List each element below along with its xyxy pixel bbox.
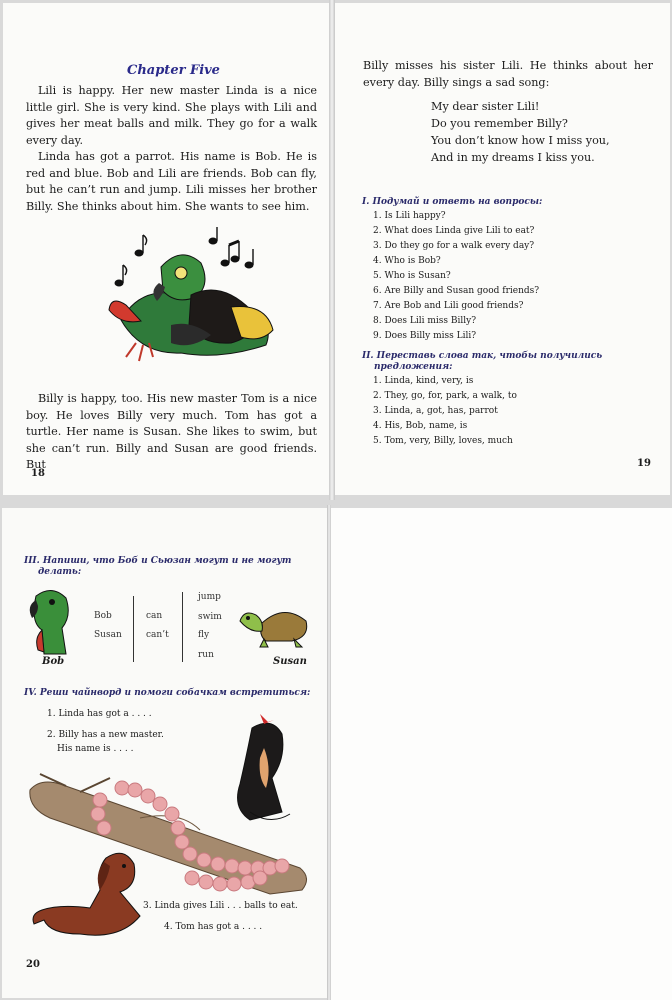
story-paragraph: Billy is happy, too. His new master Tom is a nice boy. He loves Billy very much. Tom has got a turtle. Her name is Susan. She likes to swim, but she can’t run. Billy and Susan are good friends. But (26, 392, 317, 471)
question-item: 3. Do they go for a walk every day? (373, 241, 535, 251)
parrot-and-dog-illustration (101, 225, 279, 370)
chainword-clue: 3. Linda gives Lili . . . balls to eat. (143, 901, 298, 911)
question-item: 6. Are Billy and Susan good friends? (373, 286, 540, 296)
story-paragraph: Lili is happy. Her new master Linda is a nice little girl. She is very kind. She plays with Lili and gives her meat balls and milk. They go for a walk every day. (26, 84, 317, 147)
turtle-susan-icon (236, 603, 312, 649)
table-divider (182, 592, 183, 662)
question-item: 4. Who is Bob? (373, 256, 441, 266)
table-modal: can’t (146, 630, 169, 640)
scramble-item: 1. Linda, kind, very, is (373, 376, 474, 386)
question-item: 9. Does Billy miss Lili? (373, 331, 477, 341)
table-modal: can (146, 611, 163, 621)
chainword-illustration (20, 708, 322, 978)
chainword-clue: 4. Tom has got a . . . . (164, 922, 263, 932)
story-block-2 (26, 391, 317, 474)
page-20 (2, 508, 327, 998)
page-19 (335, 3, 670, 495)
chainword-clue: His name is . . . . (57, 744, 134, 754)
exercise-3-title (24, 556, 291, 578)
table-name: Susan (94, 630, 122, 640)
dog-lili-icon (238, 714, 290, 820)
page-number: 19 (637, 458, 651, 469)
story-paragraph: Linda has got a parrot. His name is Bob. He is red and blue. Bob and Lili are friends. Bob can fly, but he can’t run and jump. Lili misses her brother Billy. She thinks about him. She wants to see him. (26, 150, 317, 213)
scramble-item: 5. Tom, very, Billy, loves, much (373, 436, 513, 446)
page-18 (3, 3, 329, 495)
table-divider (133, 596, 134, 662)
label-susan: Susan (273, 656, 307, 667)
exercise-1-title: I. Подумай и ответь на вопросы: (362, 197, 543, 207)
song-line: And in my dreams I kiss you. (431, 151, 595, 164)
sad-song (431, 98, 610, 166)
question-item: 1. Is Lili happy? (373, 211, 446, 221)
question-item: 8. Does Lili miss Billy? (373, 316, 477, 326)
dog-billy-icon (33, 853, 140, 935)
story-block-1 (26, 83, 317, 215)
label-bob: Bob (42, 656, 65, 667)
exercise-2-title (362, 351, 602, 373)
question-item: 5. Who is Susan? (373, 271, 451, 281)
page-21-blank (331, 508, 672, 1000)
table-verb: run (198, 650, 214, 660)
exercise-2-title-line: предложения: (374, 362, 453, 372)
page-number: 20 (26, 959, 40, 970)
exercise-1-questions (373, 209, 539, 344)
question-item: 7. Are Bob and Lili good friends? (373, 301, 524, 311)
exercise-2-items (373, 374, 517, 449)
page-number: 18 (31, 468, 45, 479)
scramble-item: 3. Linda, a, got, has, parrot (373, 406, 498, 416)
chapter-title: Chapter Five (127, 63, 220, 78)
exercise-4-title: IV. Реши чайнворд и помоги собачкам встретиться: (24, 688, 311, 698)
song-line: My dear sister Lili! (431, 100, 540, 113)
table-verb: jump (198, 592, 221, 602)
story-paragraph: Billy misses his sister Lili. He thinks about her every day. Billy sings a sad song: (363, 59, 653, 89)
scramble-item: 4. His, Bob, name, is (373, 421, 468, 431)
table-verb: swim (198, 612, 222, 622)
exercise-3-title-line: делать: (38, 567, 82, 577)
exercise-2-title-line: II. Переставь слова так, чтобы получились (362, 351, 603, 361)
parrot-bob-icon (22, 586, 78, 656)
song-line: You don’t know how I miss you, (431, 134, 610, 147)
song-line: Do you remember Billy? (431, 117, 568, 130)
chainword-clue: 2. Billy has a new master. (47, 730, 164, 740)
question-item: 2. What does Linda give Lili to eat? (373, 226, 535, 236)
chainword-clue: 1. Linda has got a . . . . (47, 709, 152, 719)
scramble-item: 2. They, go, for, park, a walk, to (373, 391, 517, 401)
table-verb: fly (198, 630, 210, 640)
table-name: Bob (94, 611, 112, 621)
exercise-3-title-line: III. Напиши, что Боб и Сьюзан могут и не могут (24, 556, 292, 566)
